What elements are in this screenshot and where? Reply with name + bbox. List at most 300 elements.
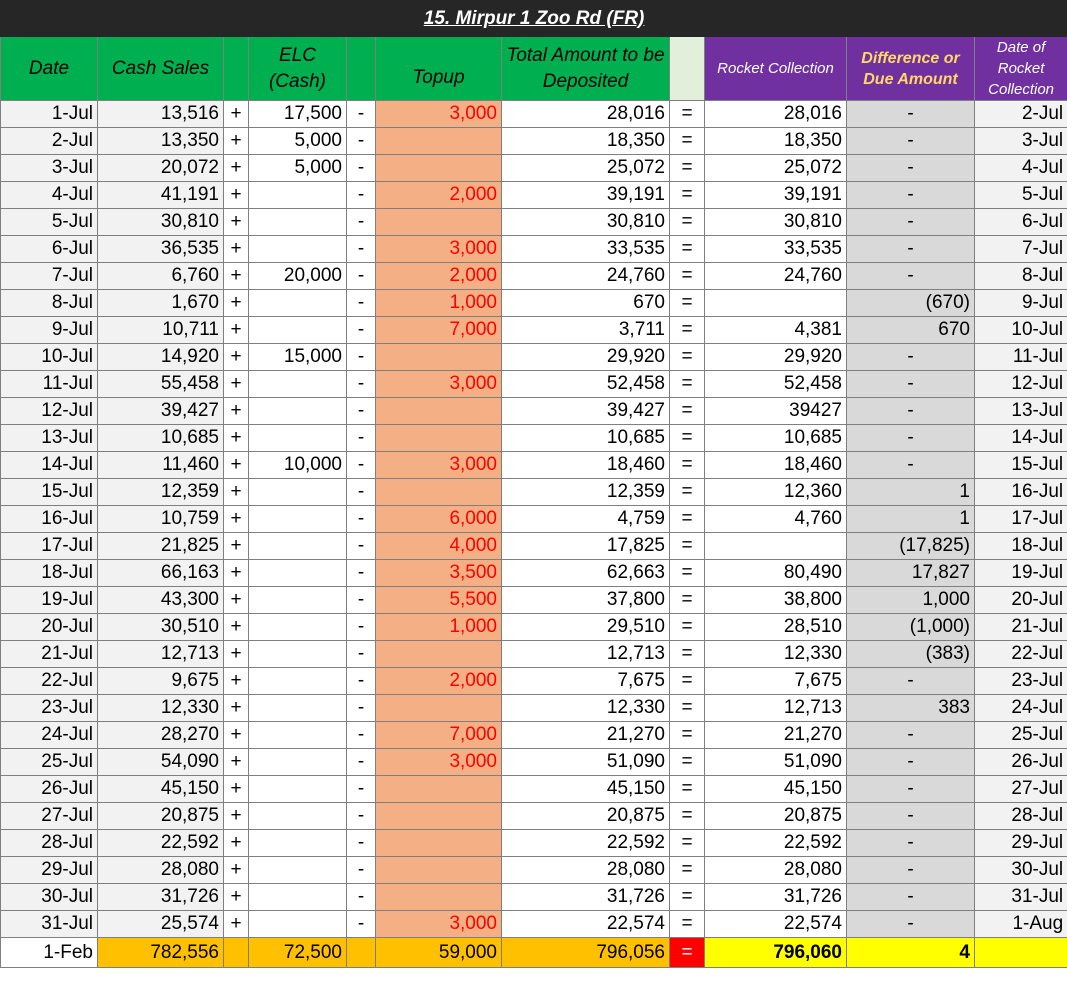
cell-elc[interactable]: 10,000: [249, 452, 347, 479]
cell-difference[interactable]: -: [847, 398, 975, 425]
cell-topup[interactable]: [376, 695, 502, 722]
cell-rocket-date[interactable]: 15-Jul: [975, 452, 1067, 479]
cell-topup[interactable]: [376, 209, 502, 236]
cell-cash-sales[interactable]: 25,574: [98, 911, 224, 938]
cell-minus[interactable]: -: [347, 371, 376, 398]
cell-difference[interactable]: (670): [847, 290, 975, 317]
cell-rocket-date[interactable]: 31-Jul: [975, 884, 1067, 911]
cell-rocket-date[interactable]: 19-Jul: [975, 560, 1067, 587]
cell-total-amount[interactable]: 51,090: [502, 749, 670, 776]
cell-topup[interactable]: 7,000: [376, 317, 502, 344]
cell-equals[interactable]: =: [670, 614, 705, 641]
cell-plus[interactable]: +: [224, 884, 249, 911]
cell-elc[interactable]: [249, 668, 347, 695]
cell-rocket-collection[interactable]: [705, 533, 847, 560]
cell-rocket-date[interactable]: 30-Jul: [975, 857, 1067, 884]
cell-plus[interactable]: +: [224, 533, 249, 560]
cell-minus[interactable]: -: [347, 209, 376, 236]
cell-difference[interactable]: -: [847, 101, 975, 128]
cell-date[interactable]: 22-Jul: [1, 668, 98, 695]
cell-equals[interactable]: =: [670, 695, 705, 722]
cell-rocket-collection[interactable]: 38,800: [705, 587, 847, 614]
total-cash-sales[interactable]: 782,556: [98, 938, 224, 968]
cell-rocket-collection[interactable]: 33,535: [705, 236, 847, 263]
cell-minus[interactable]: -: [347, 776, 376, 803]
cell-total-amount[interactable]: 12,330: [502, 695, 670, 722]
cell-equals[interactable]: =: [670, 803, 705, 830]
cell-minus[interactable]: -: [347, 911, 376, 938]
cell-rocket-date[interactable]: 9-Jul: [975, 290, 1067, 317]
cell-rocket-collection[interactable]: 22,574: [705, 911, 847, 938]
cell-cash-sales[interactable]: 31,726: [98, 884, 224, 911]
cell-equals[interactable]: =: [670, 668, 705, 695]
cell-equals[interactable]: =: [670, 155, 705, 182]
cell-topup[interactable]: 3,000: [376, 236, 502, 263]
cell-minus[interactable]: -: [347, 479, 376, 506]
cell-total-amount[interactable]: 39,191: [502, 182, 670, 209]
cell-topup[interactable]: 1,000: [376, 614, 502, 641]
cell-plus[interactable]: +: [224, 560, 249, 587]
cell-total-amount[interactable]: 18,460: [502, 452, 670, 479]
cell-topup[interactable]: 2,000: [376, 668, 502, 695]
cell-minus[interactable]: -: [347, 722, 376, 749]
cell-total-amount[interactable]: 20,875: [502, 803, 670, 830]
cell-date[interactable]: 21-Jul: [1, 641, 98, 668]
total-plus-blank[interactable]: [224, 938, 249, 968]
cell-elc[interactable]: [249, 722, 347, 749]
cell-date[interactable]: 28-Jul: [1, 830, 98, 857]
cell-equals[interactable]: =: [670, 911, 705, 938]
header-equals-blank[interactable]: [670, 37, 705, 101]
cell-elc[interactable]: [249, 776, 347, 803]
total-rocket-collection[interactable]: 796,060: [705, 938, 847, 968]
cell-plus[interactable]: +: [224, 911, 249, 938]
header-rocket-date[interactable]: Date of Rocket Collection: [975, 37, 1067, 101]
cell-cash-sales[interactable]: 54,090: [98, 749, 224, 776]
cell-plus[interactable]: +: [224, 587, 249, 614]
cell-rocket-collection[interactable]: [705, 290, 847, 317]
cell-cash-sales[interactable]: 12,359: [98, 479, 224, 506]
cell-plus[interactable]: +: [224, 668, 249, 695]
cell-topup[interactable]: [376, 398, 502, 425]
sheet-title-cell[interactable]: [1, 1, 1067, 37]
cell-rocket-date[interactable]: 10-Jul: [975, 317, 1067, 344]
cell-topup[interactable]: 3,000: [376, 911, 502, 938]
cell-cash-sales[interactable]: 30,510: [98, 614, 224, 641]
cell-minus[interactable]: -: [347, 344, 376, 371]
cell-minus[interactable]: -: [347, 236, 376, 263]
cell-cash-sales[interactable]: 55,458: [98, 371, 224, 398]
cell-plus[interactable]: +: [224, 209, 249, 236]
cell-cash-sales[interactable]: 36,535: [98, 236, 224, 263]
cell-total-amount[interactable]: 39,427: [502, 398, 670, 425]
cell-minus[interactable]: -: [347, 506, 376, 533]
cell-elc[interactable]: [249, 182, 347, 209]
cell-topup[interactable]: [376, 857, 502, 884]
cell-total-amount[interactable]: 670: [502, 290, 670, 317]
cell-difference[interactable]: -: [847, 344, 975, 371]
cell-topup[interactable]: 5,500: [376, 587, 502, 614]
cell-rocket-date[interactable]: 3-Jul: [975, 128, 1067, 155]
cell-elc[interactable]: [249, 884, 347, 911]
cell-plus[interactable]: +: [224, 479, 249, 506]
cell-minus[interactable]: -: [347, 425, 376, 452]
cell-rocket-collection[interactable]: 52,458: [705, 371, 847, 398]
cell-cash-sales[interactable]: 13,350: [98, 128, 224, 155]
cell-rocket-date[interactable]: 23-Jul: [975, 668, 1067, 695]
cell-difference[interactable]: -: [847, 803, 975, 830]
cell-plus[interactable]: +: [224, 857, 249, 884]
cell-equals[interactable]: =: [670, 857, 705, 884]
header-total-amount[interactable]: Total Amount to be Deposited: [502, 37, 670, 101]
cell-elc[interactable]: [249, 587, 347, 614]
cell-plus[interactable]: +: [224, 830, 249, 857]
cell-cash-sales[interactable]: 28,270: [98, 722, 224, 749]
cell-minus[interactable]: -: [347, 263, 376, 290]
cell-plus[interactable]: +: [224, 803, 249, 830]
cell-rocket-date[interactable]: 26-Jul: [975, 749, 1067, 776]
cell-rocket-collection[interactable]: 39427: [705, 398, 847, 425]
cell-equals[interactable]: =: [670, 101, 705, 128]
cell-rocket-collection[interactable]: 45,150: [705, 776, 847, 803]
cell-minus[interactable]: -: [347, 290, 376, 317]
cell-rocket-date[interactable]: 12-Jul: [975, 371, 1067, 398]
header-plus-blank[interactable]: [224, 37, 249, 101]
cell-difference[interactable]: -: [847, 182, 975, 209]
cell-minus[interactable]: -: [347, 803, 376, 830]
cell-minus[interactable]: -: [347, 560, 376, 587]
header-minus-blank[interactable]: [347, 37, 376, 101]
cell-date[interactable]: 1-Jul: [1, 101, 98, 128]
cell-cash-sales[interactable]: 39,427: [98, 398, 224, 425]
cell-date[interactable]: 27-Jul: [1, 803, 98, 830]
cell-date[interactable]: 19-Jul: [1, 587, 98, 614]
cell-topup[interactable]: 3,000: [376, 371, 502, 398]
cell-total-amount[interactable]: 28,080: [502, 857, 670, 884]
cell-equals[interactable]: =: [670, 128, 705, 155]
cell-topup[interactable]: 4,000: [376, 533, 502, 560]
cell-date[interactable]: 6-Jul: [1, 236, 98, 263]
cell-date[interactable]: 26-Jul: [1, 776, 98, 803]
header-cash-sales[interactable]: Cash Sales: [98, 37, 224, 101]
cell-rocket-date[interactable]: 24-Jul: [975, 695, 1067, 722]
cell-equals[interactable]: =: [670, 533, 705, 560]
cell-cash-sales[interactable]: 30,810: [98, 209, 224, 236]
cell-minus[interactable]: -: [347, 101, 376, 128]
cell-elc[interactable]: [249, 911, 347, 938]
cell-difference[interactable]: (1,000): [847, 614, 975, 641]
cell-topup[interactable]: [376, 425, 502, 452]
total-elc[interactable]: 72,500: [249, 938, 347, 968]
cell-equals[interactable]: =: [670, 398, 705, 425]
cell-rocket-date[interactable]: 20-Jul: [975, 587, 1067, 614]
cell-rocket-collection[interactable]: 80,490: [705, 560, 847, 587]
cell-equals[interactable]: =: [670, 587, 705, 614]
cell-date[interactable]: 30-Jul: [1, 884, 98, 911]
cell-plus[interactable]: +: [224, 722, 249, 749]
cell-equals[interactable]: =: [670, 749, 705, 776]
cell-rocket-collection[interactable]: 20,875: [705, 803, 847, 830]
cell-total-amount[interactable]: 21,270: [502, 722, 670, 749]
cell-difference[interactable]: 383: [847, 695, 975, 722]
cell-plus[interactable]: +: [224, 776, 249, 803]
cell-cash-sales[interactable]: 12,330: [98, 695, 224, 722]
total-topup[interactable]: 59,000: [376, 938, 502, 968]
cell-rocket-date[interactable]: 11-Jul: [975, 344, 1067, 371]
cell-total-amount[interactable]: 22,592: [502, 830, 670, 857]
cell-cash-sales[interactable]: 1,670: [98, 290, 224, 317]
cell-cash-sales[interactable]: 22,592: [98, 830, 224, 857]
cell-rocket-collection[interactable]: 12,360: [705, 479, 847, 506]
cell-minus[interactable]: -: [347, 641, 376, 668]
cell-topup[interactable]: [376, 641, 502, 668]
cell-date[interactable]: 5-Jul: [1, 209, 98, 236]
cell-total-amount[interactable]: 33,535: [502, 236, 670, 263]
cell-cash-sales[interactable]: 6,760: [98, 263, 224, 290]
cell-rocket-date[interactable]: 1-Aug: [975, 911, 1067, 938]
cell-date[interactable]: 2-Jul: [1, 128, 98, 155]
cell-plus[interactable]: +: [224, 425, 249, 452]
cell-minus[interactable]: -: [347, 695, 376, 722]
cell-difference[interactable]: -: [847, 749, 975, 776]
cell-elc[interactable]: 15,000: [249, 344, 347, 371]
cell-plus[interactable]: +: [224, 290, 249, 317]
cell-equals[interactable]: =: [670, 479, 705, 506]
cell-topup[interactable]: [376, 155, 502, 182]
cell-difference[interactable]: -: [847, 776, 975, 803]
cell-elc[interactable]: [249, 209, 347, 236]
cell-elc[interactable]: [249, 560, 347, 587]
cell-total-amount[interactable]: 22,574: [502, 911, 670, 938]
cell-topup[interactable]: 6,000: [376, 506, 502, 533]
cell-date[interactable]: 14-Jul: [1, 452, 98, 479]
cell-difference[interactable]: 1: [847, 479, 975, 506]
cell-elc[interactable]: [249, 236, 347, 263]
cell-rocket-date[interactable]: 5-Jul: [975, 182, 1067, 209]
cell-minus[interactable]: -: [347, 533, 376, 560]
cell-total-amount[interactable]: 12,713: [502, 641, 670, 668]
cell-equals[interactable]: =: [670, 830, 705, 857]
cell-cash-sales[interactable]: 45,150: [98, 776, 224, 803]
cell-difference[interactable]: -: [847, 236, 975, 263]
cell-rocket-collection[interactable]: 10,685: [705, 425, 847, 452]
cell-rocket-collection[interactable]: 51,090: [705, 749, 847, 776]
cell-topup[interactable]: 3,000: [376, 101, 502, 128]
cell-topup[interactable]: 1,000: [376, 290, 502, 317]
cell-date[interactable]: 15-Jul: [1, 479, 98, 506]
cell-difference[interactable]: -: [847, 263, 975, 290]
cell-rocket-collection[interactable]: 7,675: [705, 668, 847, 695]
cell-minus[interactable]: -: [347, 128, 376, 155]
cell-rocket-collection[interactable]: 39,191: [705, 182, 847, 209]
cell-elc[interactable]: [249, 830, 347, 857]
cell-plus[interactable]: +: [224, 452, 249, 479]
header-rocket-collection[interactable]: Rocket Collection: [705, 37, 847, 101]
cell-plus[interactable]: +: [224, 695, 249, 722]
cell-date[interactable]: 7-Jul: [1, 263, 98, 290]
cell-rocket-date[interactable]: 4-Jul: [975, 155, 1067, 182]
cell-plus[interactable]: +: [224, 398, 249, 425]
cell-cash-sales[interactable]: 13,516: [98, 101, 224, 128]
cell-plus[interactable]: +: [224, 317, 249, 344]
total-amount[interactable]: 796,056: [502, 938, 670, 968]
cell-elc[interactable]: [249, 317, 347, 344]
cell-minus[interactable]: -: [347, 452, 376, 479]
cell-total-amount[interactable]: 12,359: [502, 479, 670, 506]
total-equals[interactable]: =: [670, 938, 705, 968]
cell-plus[interactable]: +: [224, 506, 249, 533]
cell-rocket-collection[interactable]: 12,330: [705, 641, 847, 668]
cell-total-amount[interactable]: 62,663: [502, 560, 670, 587]
cell-equals[interactable]: =: [670, 371, 705, 398]
cell-equals[interactable]: =: [670, 344, 705, 371]
cell-total-amount[interactable]: 30,810: [502, 209, 670, 236]
cell-difference[interactable]: -: [847, 209, 975, 236]
cell-difference[interactable]: 670: [847, 317, 975, 344]
cell-date[interactable]: 11-Jul: [1, 371, 98, 398]
cell-rocket-date[interactable]: 7-Jul: [975, 236, 1067, 263]
cell-minus[interactable]: -: [347, 668, 376, 695]
cell-difference[interactable]: 1,000: [847, 587, 975, 614]
cell-equals[interactable]: =: [670, 263, 705, 290]
header-date[interactable]: Date: [1, 37, 98, 101]
cell-total-amount[interactable]: 3,711: [502, 317, 670, 344]
cell-cash-sales[interactable]: 20,072: [98, 155, 224, 182]
cell-topup[interactable]: [376, 884, 502, 911]
cell-total-amount[interactable]: 45,150: [502, 776, 670, 803]
cell-difference[interactable]: -: [847, 371, 975, 398]
cell-rocket-date[interactable]: 8-Jul: [975, 263, 1067, 290]
cell-total-amount[interactable]: 24,760: [502, 263, 670, 290]
cell-equals[interactable]: =: [670, 317, 705, 344]
cell-equals[interactable]: =: [670, 884, 705, 911]
cell-total-amount[interactable]: 28,016: [502, 101, 670, 128]
cell-rocket-collection[interactable]: 22,592: [705, 830, 847, 857]
cell-date[interactable]: 31-Jul: [1, 911, 98, 938]
cell-plus[interactable]: +: [224, 236, 249, 263]
cell-difference[interactable]: -: [847, 668, 975, 695]
cell-rocket-collection[interactable]: 4,381: [705, 317, 847, 344]
cell-elc[interactable]: [249, 506, 347, 533]
cell-plus[interactable]: +: [224, 749, 249, 776]
cell-difference[interactable]: -: [847, 722, 975, 749]
cell-topup[interactable]: 2,000: [376, 182, 502, 209]
cell-rocket-collection[interactable]: 12,713: [705, 695, 847, 722]
cell-difference[interactable]: -: [847, 884, 975, 911]
header-difference[interactable]: Difference or Due Amount: [847, 37, 975, 101]
cell-rocket-collection[interactable]: 28,510: [705, 614, 847, 641]
cell-difference[interactable]: -: [847, 857, 975, 884]
cell-total-amount[interactable]: 37,800: [502, 587, 670, 614]
cell-equals[interactable]: =: [670, 236, 705, 263]
cell-elc[interactable]: 5,000: [249, 155, 347, 182]
header-topup[interactable]: Topup: [376, 37, 502, 101]
cell-plus[interactable]: +: [224, 641, 249, 668]
cell-total-amount[interactable]: 31,726: [502, 884, 670, 911]
cell-rocket-date[interactable]: 18-Jul: [975, 533, 1067, 560]
cell-total-amount[interactable]: 4,759: [502, 506, 670, 533]
cell-total-amount[interactable]: 7,675: [502, 668, 670, 695]
cell-rocket-collection[interactable]: 29,920: [705, 344, 847, 371]
cell-minus[interactable]: -: [347, 857, 376, 884]
cell-equals[interactable]: =: [670, 425, 705, 452]
cell-topup[interactable]: [376, 776, 502, 803]
cell-elc[interactable]: [249, 425, 347, 452]
total-rocket-date-blank[interactable]: [975, 938, 1067, 968]
cell-plus[interactable]: +: [224, 101, 249, 128]
cell-total-amount[interactable]: 17,825: [502, 533, 670, 560]
cell-date[interactable]: 17-Jul: [1, 533, 98, 560]
cell-elc[interactable]: [249, 857, 347, 884]
cell-cash-sales[interactable]: 12,713: [98, 641, 224, 668]
cell-minus[interactable]: -: [347, 587, 376, 614]
cell-rocket-collection[interactable]: 18,460: [705, 452, 847, 479]
cell-rocket-date[interactable]: 6-Jul: [975, 209, 1067, 236]
cell-minus[interactable]: -: [347, 830, 376, 857]
cell-plus[interactable]: +: [224, 182, 249, 209]
cell-rocket-date[interactable]: 17-Jul: [975, 506, 1067, 533]
cell-topup[interactable]: [376, 479, 502, 506]
cell-date[interactable]: 8-Jul: [1, 290, 98, 317]
cell-plus[interactable]: +: [224, 128, 249, 155]
cell-elc[interactable]: 5,000: [249, 128, 347, 155]
cell-topup[interactable]: [376, 830, 502, 857]
cell-date[interactable]: 24-Jul: [1, 722, 98, 749]
cell-date[interactable]: 9-Jul: [1, 317, 98, 344]
cell-topup[interactable]: 7,000: [376, 722, 502, 749]
cell-rocket-collection[interactable]: 21,270: [705, 722, 847, 749]
cell-rocket-collection[interactable]: 28,016: [705, 101, 847, 128]
cell-rocket-collection[interactable]: 25,072: [705, 155, 847, 182]
cell-rocket-collection[interactable]: 18,350: [705, 128, 847, 155]
cell-difference[interactable]: -: [847, 830, 975, 857]
cell-difference[interactable]: (383): [847, 641, 975, 668]
cell-cash-sales[interactable]: 10,711: [98, 317, 224, 344]
cell-cash-sales[interactable]: 28,080: [98, 857, 224, 884]
cell-total-amount[interactable]: 10,685: [502, 425, 670, 452]
cell-elc[interactable]: [249, 371, 347, 398]
cell-total-amount[interactable]: 52,458: [502, 371, 670, 398]
cell-equals[interactable]: =: [670, 182, 705, 209]
cell-rocket-date[interactable]: 27-Jul: [975, 776, 1067, 803]
cell-rocket-collection[interactable]: 31,726: [705, 884, 847, 911]
cell-topup[interactable]: [376, 803, 502, 830]
cell-topup[interactable]: 3,000: [376, 749, 502, 776]
cell-difference[interactable]: -: [847, 911, 975, 938]
cell-elc[interactable]: [249, 803, 347, 830]
cell-topup[interactable]: 3,000: [376, 452, 502, 479]
cell-date[interactable]: 16-Jul: [1, 506, 98, 533]
cell-plus[interactable]: +: [224, 371, 249, 398]
cell-difference[interactable]: 17,827: [847, 560, 975, 587]
cell-difference[interactable]: -: [847, 155, 975, 182]
cell-total-amount[interactable]: 29,510: [502, 614, 670, 641]
cell-minus[interactable]: -: [347, 317, 376, 344]
cell-difference[interactable]: -: [847, 128, 975, 155]
cell-rocket-date[interactable]: 21-Jul: [975, 614, 1067, 641]
cell-elc[interactable]: [249, 641, 347, 668]
cell-rocket-date[interactable]: 16-Jul: [975, 479, 1067, 506]
cell-minus[interactable]: -: [347, 749, 376, 776]
cell-rocket-date[interactable]: 28-Jul: [975, 803, 1067, 830]
cell-equals[interactable]: =: [670, 452, 705, 479]
cell-rocket-date[interactable]: 2-Jul: [975, 101, 1067, 128]
total-date[interactable]: 1-Feb: [1, 938, 98, 968]
cell-elc[interactable]: 17,500: [249, 101, 347, 128]
cell-plus[interactable]: +: [224, 155, 249, 182]
cell-date[interactable]: 18-Jul: [1, 560, 98, 587]
cell-topup[interactable]: 2,000: [376, 263, 502, 290]
